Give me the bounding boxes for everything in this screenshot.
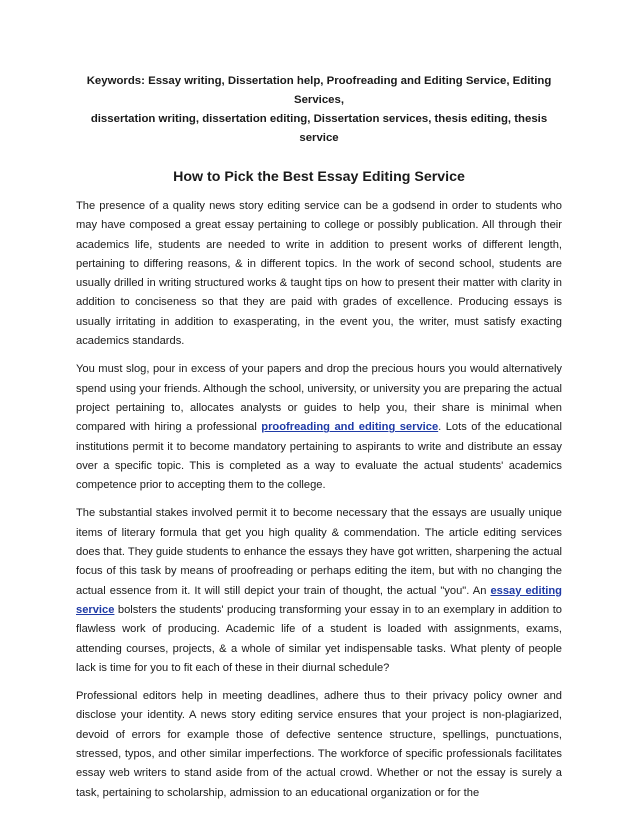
paragraph-2-text-before: You must slog, pour in excess of your papers and drop the precious hours you would alternatively spend using your friends. Although the school, university, or university you are preparing the actual project pertaining to, allocates analysts or guides to help you, their share is minimal when compared with hiring a professional (76, 363, 562, 434)
paragraph-3 (76, 504, 562, 678)
paragraph-1: The presence of a quality news story editing service can be a godsend in order to students who may have composed a great essay pertaining to college or possibly publication. All through their academics life, students are needed to write in addition to present works of different length, pertaining to differing reasons, & in different topics. In the work of second school, students are usually drilled in writing structured works & taught tips on how to present their matter with clarity in addition to conciseness so that they are paid with grades of excellence. Producing essays is usually irritating in addition to exasperating, in the event you, the writer, must satisfy exacting academics standards. (76, 200, 562, 348)
keywords-line-2: dissertation writing, dissertation editing, Dissertation services, thesis editing, thesis service (90, 113, 548, 144)
paragraph-3-text-before: The substantial stakes involved permit it to become necessary that the essays are usually unique items of literary formula that get you high quality & commendation. The article editing services does that. They guide students to enhance the essays they have got written, sharpening the actual focus of this task by means of proofreading or perhaps editing the item, but with no changing the actual essence from it. It will still depict your train of thought, the actual "you". An (76, 507, 562, 597)
proofreading-service-link[interactable]: proofreading and editing service (261, 421, 439, 434)
keywords-block (70, 72, 568, 148)
paragraph-3-text-after: bolsters the students' producing transforming your essay in to an exemplary in addition to flawless work of producing. Academic life of a student is loaded with assignments, exams, attending courses, projects, & a whole of similar yet indispensable tasks. What plenty of people lack is time for you to fit each of these in their diurnal schedule? (76, 603, 562, 674)
paragraph-2 (76, 360, 562, 495)
paragraph-2-text-after: . Lots of the educational institutions permit it to become mandatory pertaining to aspirants to write and distribute an essay over a specific topic. This is completed as a way to evaluate the actual students' academics competence prior to accepting them to the college. (76, 421, 562, 492)
paragraph-4: Professional editors help in meeting deadlines, adhere thus to their privacy policy owner and disclose your identity. A news story editing service ensures that your project is non-plagiarized, devoid of errors for example those of defective sentence structure, spellings, punctuations, stressed, typos, and other similar imperfections. The workforce of specific professionals facilitates essay web writers to stand aside from of the actual crowd. Whether or not the essay is surely a task, pertaining to scholarship, admission to an educational organization or for the (76, 690, 562, 799)
keywords-line-1: Keywords: Essay writing, Dissertation help, Proofreading and Editing Service, Editing Services, (86, 75, 552, 106)
document-title: How to Pick the Best Essay Editing Service (173, 169, 465, 185)
essay-editing-service-link[interactable]: essay editing service (76, 584, 562, 616)
